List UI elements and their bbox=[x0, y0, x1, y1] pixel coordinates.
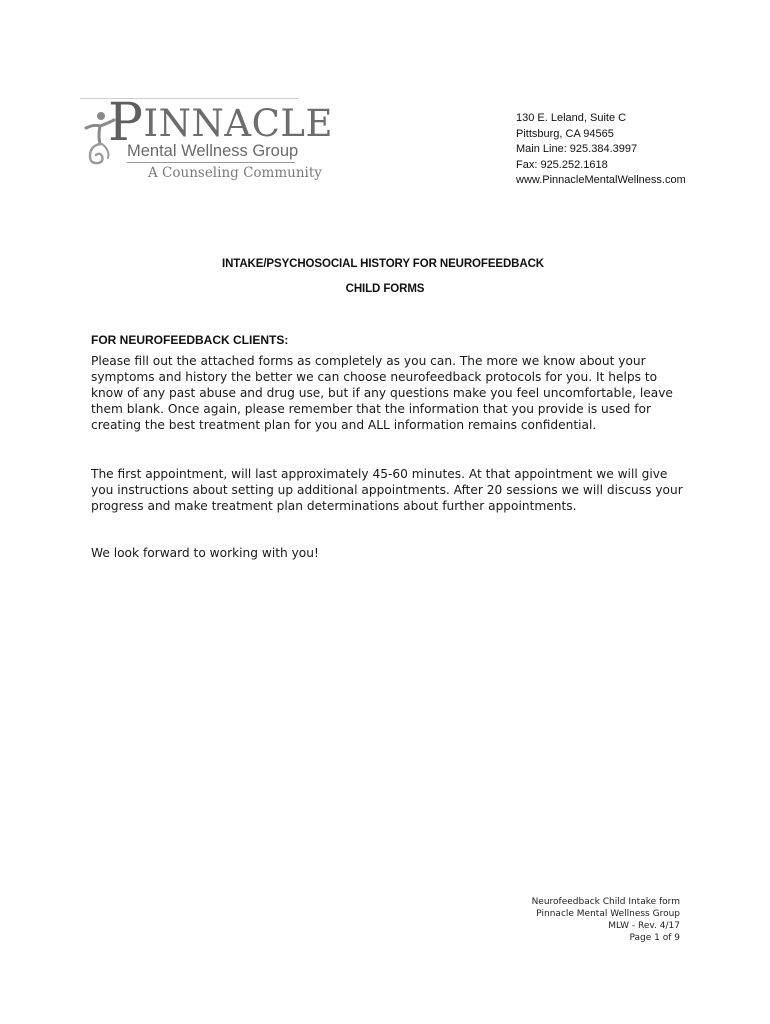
address-block bbox=[516, 111, 686, 189]
footer-revision: MLW - Rev. 4/17 bbox=[608, 921, 680, 931]
paragraph-line: you instructions about setting up additional appointments. After 20 sessions we will discuss your bbox=[91, 483, 683, 497]
footer-form-name: Neurofeedback Child Intake form bbox=[531, 897, 680, 907]
paragraph-line: them blank. Once again, please remember that the information that you provide is used for bbox=[91, 402, 651, 416]
logo-divider bbox=[127, 162, 295, 163]
pinnacle-logo bbox=[80, 93, 333, 188]
page-footer bbox=[532, 896, 680, 944]
address-street: 130 E. Leland, Suite C bbox=[516, 112, 627, 124]
logo-tagline: A Counseling Community bbox=[148, 165, 322, 181]
instructions-paragraph bbox=[91, 353, 681, 433]
address-city: Pittsburg, CA 94565 bbox=[516, 127, 614, 140]
paragraph-line: The first appointment, will last approximately 45-60 minutes. At that appointment we will give bbox=[91, 467, 668, 481]
document-title: INTAKE/PSYCHOSOCIAL HISTORY FOR NEUROFEEDBACK bbox=[221, 258, 544, 270]
paragraph-line: creating the best treatment plan for you and ALL information remains confidential. bbox=[91, 418, 597, 432]
appointment-paragraph bbox=[91, 466, 681, 514]
address-fax: Fax: 925.252.1618 bbox=[516, 158, 608, 171]
paragraph-line: symptoms and history the better we can choose neurofeedback protocols for you. It helps to bbox=[91, 370, 658, 384]
closing-paragraph bbox=[91, 545, 681, 561]
paragraph-line: We look forward to working with you! bbox=[91, 546, 319, 560]
paragraph-line: progress and make treatment plan determinations about further appointments. bbox=[91, 499, 577, 513]
paragraph-line: know of any past abuse and drug use, but if any questions make you feel uncomfortable, leave bbox=[91, 386, 673, 400]
logo-wordmark-rest: INNACLE bbox=[143, 102, 333, 145]
logo-wordmark-initial: P bbox=[108, 93, 144, 153]
address-main-line: Main Line: 925.384.3997 bbox=[516, 143, 638, 155]
logo-subtitle: Mental Wellness Group bbox=[127, 142, 299, 160]
footer-organization: Pinnacle Mental Wellness Group bbox=[536, 909, 680, 919]
paragraph-line: Please fill out the attached forms as completely as you can. The more we know about your bbox=[91, 354, 646, 368]
document-subtitle: CHILD FORMS bbox=[345, 283, 425, 295]
section-heading: FOR NEUROFEEDBACK CLIENTS: bbox=[91, 333, 289, 347]
footer-page-number: Page 1 of 9 bbox=[629, 933, 680, 943]
address-website: www.PinnacleMentalWellness.com bbox=[516, 174, 686, 186]
